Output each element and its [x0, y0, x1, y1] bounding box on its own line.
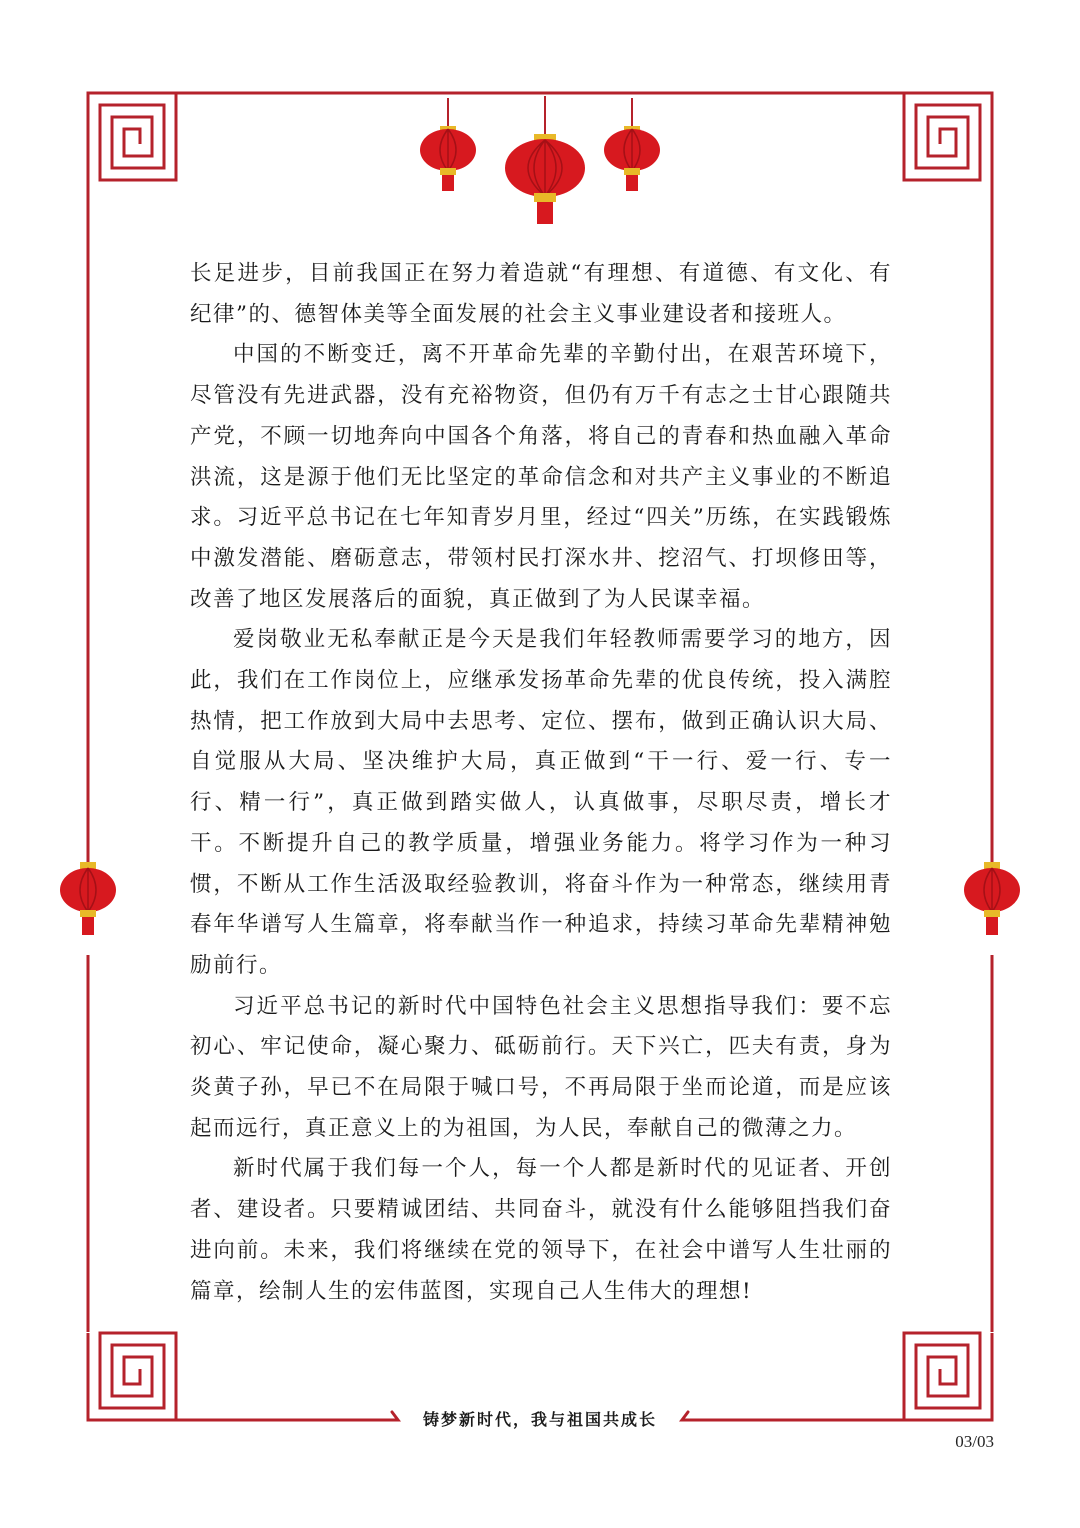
red-lantern-icon — [58, 858, 118, 940]
red-lantern-icon — [503, 96, 587, 228]
paragraph: 习近平总书记的新时代中国特色社会主义思想指导我们：要不忘初心、牢记使命，凝心聚力、砥砺前行。天下兴亡，匹夫有责，身为炎黄子孙，早已不在局限于喊口号，不再局限于坐而论道，而是应该起而远行，真正意义上的为祖国，为人民，奉献自己的微薄之力。 — [190, 993, 892, 1141]
paragraph: 新时代属于我们每一个人，每一个人都是新时代的见证者、开创者、建设者。只要精诚团结、共同奋斗，就没有什么能够阻挡我们奋进向前。未来，我们将继续在党的领导下，在社会中谱写人生壮丽的篇章，绘制人生的宏伟蓝图，实现自己人生伟大的理想! — [190, 1156, 892, 1304]
corner-fret-pattern — [904, 93, 992, 180]
paragraph: 爱岗敬业无私奉献正是今天是我们年轻教师需要学习的地方，因此，我们在工作岗位上，应继承发扬革命先辈的优良传统，投入满腔热情，把工作放到大局中去思考、定位、摆布，做到正确认识大局、自觉服从大局、坚决维护大局，真正做到“干一行、爱一行、专一行、精一行”，真正做到踏实做人，认真做事，尽职尽责，增长才干。不断提升自己的教学质量，增强业务能力。将学习作为一种习惯，不断从工作生活汲取经验教训，将奋斗作为一种常态，继续用青春年华谱写人生篇章，将奉献当作一种追求，持续习革命先辈精神勉励前行。 — [190, 627, 892, 978]
footer-slogan: 铸梦新时代，我与祖国共成长 — [422, 1410, 657, 1429]
corner-fret-pattern — [88, 93, 176, 180]
red-lantern-icon — [418, 98, 478, 196]
corner-fret-pattern — [904, 1333, 992, 1420]
page-number: 03/03 — [955, 1432, 994, 1451]
red-lantern-icon — [602, 98, 662, 196]
paragraph: 长足进步，目前我国正在努力着造就“有理想、有道德、有文化、有纪律”的、德智体美等全面发展的社会主义事业建设者和接班人。 — [190, 261, 892, 327]
corner-fret-pattern — [88, 1333, 176, 1420]
paragraph: 中国的不断变迁，离不开革命先辈的辛勤付出，在艰苦环境下，尽管没有先进武器，没有充裕物资，但仍有万千有志之士甘心跟随共产党，不顾一切地奔向中国各个角落，将自己的青春和热血融入革命洪流，这是源于他们无比坚定的革命信念和对共产主义事业的不断追求。习近平总书记在七年知青岁月里，经过“四关”历练，在实践锻炼中激发潜能、磨砺意志，带领村民打深水井、挖沼气、打坝修田等，改善了地区发展落后的面貌，真正做到了为人民谋幸福。 — [190, 342, 892, 612]
red-lantern-icon — [962, 858, 1022, 940]
article-body — [190, 254, 892, 1312]
